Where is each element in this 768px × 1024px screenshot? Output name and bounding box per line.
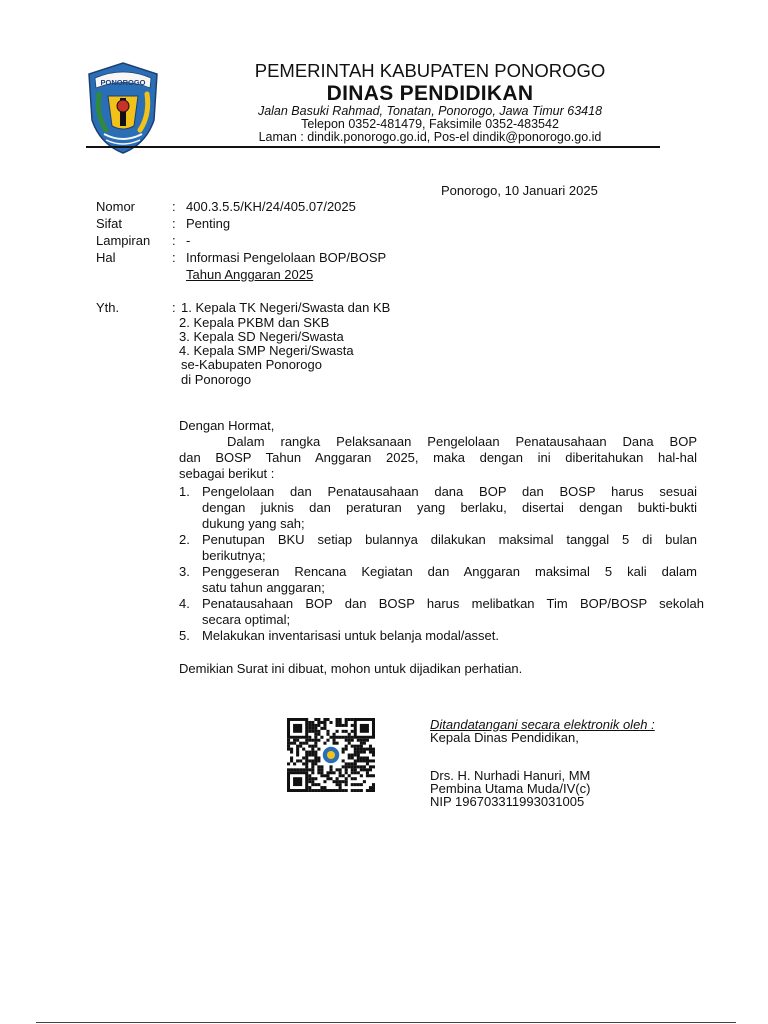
signer-name: Drs. H. Nurhadi Hanuri, MM bbox=[430, 768, 591, 783]
list-item-line: dengan juknis dan peraturan yang berlaku, disertai dengan bukti-bukti bbox=[202, 500, 697, 515]
intro-line: sebagai berikut : bbox=[179, 466, 275, 481]
letterhead-department: DINAS PENDIDIKAN bbox=[326, 82, 534, 105]
recipient-line: se-Kabupaten Ponorogo bbox=[181, 357, 322, 372]
letterhead-address: Jalan Basuki Rahmad, Tonatan, Ponorogo, Jawa Timur 63418 bbox=[257, 104, 603, 118]
sifat-separator: : bbox=[172, 216, 176, 231]
recipient-line: 3. Kepala SD Negeri/Swasta bbox=[179, 329, 344, 344]
logo-banner-text: PONOROGO bbox=[100, 78, 146, 87]
recipients-separator: : bbox=[172, 300, 176, 315]
list-item-line: Penutupan BKU setiap bulannya dilakukan maksimal tanggal 5 di bulan bbox=[202, 532, 697, 547]
hal-value-line2: Tahun Anggaran 2025 bbox=[186, 267, 314, 282]
signed-electronically-note: Ditandatangani secara elektronik oleh : bbox=[430, 717, 655, 732]
closing: Demikian Surat ini dibuat, mohon untuk dijadikan perhatian. bbox=[179, 661, 523, 676]
list-item-line: Penatausahaan BOP dan BOSP harus melibatkan Tim BOP/BOSP sekolah bbox=[202, 596, 704, 611]
signer-nip: NIP 196703311993031005 bbox=[430, 794, 585, 809]
recipients-label: Yth. bbox=[96, 300, 120, 315]
recipient-line: 1. Kepala TK Negeri/Swasta dan KB bbox=[181, 300, 391, 315]
signer-rank: Pembina Utama Muda/IV(c) bbox=[430, 781, 591, 796]
sifat-label: Sifat bbox=[96, 216, 123, 231]
nomor-separator: : bbox=[172, 199, 176, 214]
list-item-line: Melakukan inventarisasi untuk belanja modal/asset. bbox=[202, 628, 500, 643]
list-item-number: 2. bbox=[179, 532, 190, 547]
list-item-number: 3. bbox=[179, 564, 190, 579]
hal-label: Hal bbox=[96, 250, 116, 265]
list-item-number: 5. bbox=[179, 628, 190, 643]
recipient-line: 2. Kepala PKBM dan SKB bbox=[179, 315, 330, 330]
nomor-value: 400.3.5.5/KH/24/405.07/2025 bbox=[186, 199, 356, 214]
hal-value-line1: Informasi Pengelolaan BOP/BOSP bbox=[186, 250, 387, 265]
recipient-line: di Ponorogo bbox=[181, 372, 252, 387]
list-item-line: secara optimal; bbox=[202, 612, 291, 627]
footer-divider bbox=[36, 1022, 736, 1023]
nomor-label: Nomor bbox=[96, 199, 136, 214]
list-item-line: Penggeseran Rencana Kegiatan dan Anggaran maksimal 5 kali dalam bbox=[202, 564, 697, 579]
letterhead-divider bbox=[86, 146, 660, 148]
list-item-number: 1. bbox=[179, 484, 190, 499]
hal-separator: : bbox=[172, 250, 176, 265]
letterhead-phone: Telepon 0352-481479, Faksimile 0352-483542 bbox=[301, 117, 559, 131]
list-item-line: berikutnya; bbox=[202, 548, 266, 563]
lampiran-separator: : bbox=[172, 233, 176, 248]
list-item-number: 4. bbox=[179, 596, 190, 611]
greeting: Dengan Hormat, bbox=[179, 418, 275, 433]
list-item-line: dukung yang sah; bbox=[202, 516, 305, 531]
intro-line: dan BOSP Tahun Anggaran 2025, maka dengan ini diberitahukan hal-hal bbox=[179, 450, 697, 465]
list-item-line: satu tahun anggaran; bbox=[202, 580, 325, 595]
sifat-value: Penting bbox=[186, 216, 231, 231]
qr-code-signature bbox=[287, 718, 375, 792]
lampiran-value: - bbox=[186, 233, 191, 248]
intro-line: Dalam rangka Pelaksanaan Pengelolaan Penatausahaan Dana BOP bbox=[227, 434, 697, 449]
list-item-line: Pengelolaan dan Penatausahaan dana BOP dan BOSP harus sesuai bbox=[202, 484, 697, 499]
recipient-line: 4. Kepala SMP Negeri/Swasta bbox=[179, 343, 354, 358]
ponorogo-regency-logo bbox=[84, 60, 162, 156]
lampiran-label: Lampiran bbox=[96, 233, 151, 248]
letterhead-web: Laman : dindik.ponorogo.go.id, Pos-el dindik@ponorogo.go.id bbox=[258, 130, 602, 144]
letterhead-government: PEMERINTAH KABUPATEN PONOROGO bbox=[254, 60, 606, 81]
signer-position: Kepala Dinas Pendidikan, bbox=[430, 730, 579, 745]
place-date: Ponorogo, 10 Januari 2025 bbox=[441, 183, 598, 198]
